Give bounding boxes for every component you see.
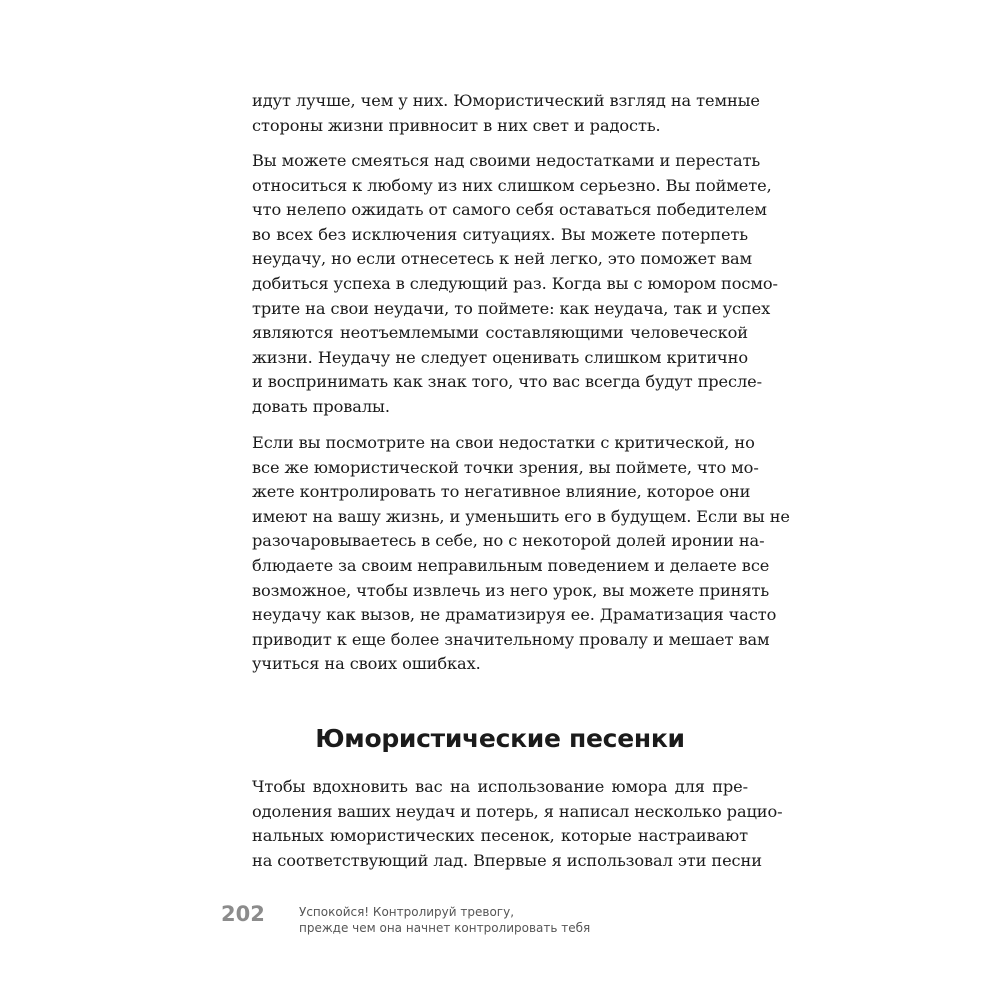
- paragraph-3: [252, 431, 790, 677]
- text-line: жете контролировать то негативное влияние, которое они: [252, 482, 751, 502]
- text-line: Если вы посмотрите на свои недостатки с критической, но: [252, 433, 755, 452]
- text-line: являются неотъемлемыми составляющими человеческой: [252, 323, 748, 343]
- text-line: все же юмористической точки зрения, вы поймете, что мо-: [252, 457, 759, 477]
- text-line: нальных юмористических песенок, которые настраивают: [252, 826, 748, 846]
- text-line: трите на свои неудачи, то поймете: как неудача, так и успех: [252, 298, 771, 318]
- text-line: довать провалы.: [252, 396, 390, 416]
- text-line: Чтобы вдохновить вас на использование юмора для пре-: [252, 777, 748, 796]
- running-title: [299, 904, 590, 936]
- text-line: имеют на вашу жизнь, и уменьшить его в будущем. Если вы не: [252, 506, 790, 526]
- text-line: стороны жизни привносит в них свет и радость.: [252, 115, 661, 135]
- text-line: одоления ваших неудач и потерь, я написал несколько рацио-: [252, 801, 783, 821]
- text-line: разочаровываетесь в себе, но с некоторой долей иронии на-: [252, 531, 765, 551]
- text-line: учиться на своих ошибках.: [252, 654, 481, 674]
- text-line: во всех без исключения ситуациях. Вы можете потерпеть: [252, 224, 748, 244]
- page-number: 202: [221, 902, 265, 926]
- text-line: добиться успеха в следующий раз. Когда вы с юмором посмо-: [252, 273, 778, 293]
- text-line: на соответствующий лад. Впервые я использовал эти песни: [252, 850, 762, 870]
- text-line: относиться к любому из них слишком серьезно. Вы поймете,: [252, 175, 772, 195]
- text-line: жизни. Неудачу не следует оценивать слишком критично: [252, 347, 748, 367]
- text-line: возможное, чтобы извлечь из него урок, вы можете принять: [252, 580, 770, 600]
- running-title-line-1: Успокойся! Контролируй тревогу,: [299, 905, 515, 919]
- text-line: и воспринимать как знак того, что вас всегда будут пресле-: [252, 372, 763, 392]
- text-line: неудачу как вызов, не драматизируя ее. Драматизация часто: [252, 605, 777, 625]
- paragraph-1: [252, 89, 760, 138]
- text-line: блюдаете за своим неправильным поведением и делаете все: [252, 555, 770, 575]
- text-line: что нелепо ожидать от самого себя оставаться победителем: [252, 200, 767, 220]
- running-title-line-2: прежде чем она начнет контролировать тебя: [299, 921, 591, 935]
- page-footer: [221, 900, 781, 940]
- text-line: идут лучше, чем у них. Юмористический взгляд на темные: [252, 91, 760, 110]
- text-line: Вы можете смеяться над своими недостатками и перестать: [252, 151, 761, 170]
- section-heading: Юмористические песенки: [315, 724, 685, 753]
- text-line: неудачу, но если отнесетесь к ней легко, это поможет вам: [252, 249, 753, 269]
- paragraph-4: [252, 775, 783, 873]
- text-line: приводит к еще более значительному провалу и мешает вам: [252, 629, 770, 649]
- paragraph-2: [252, 149, 778, 420]
